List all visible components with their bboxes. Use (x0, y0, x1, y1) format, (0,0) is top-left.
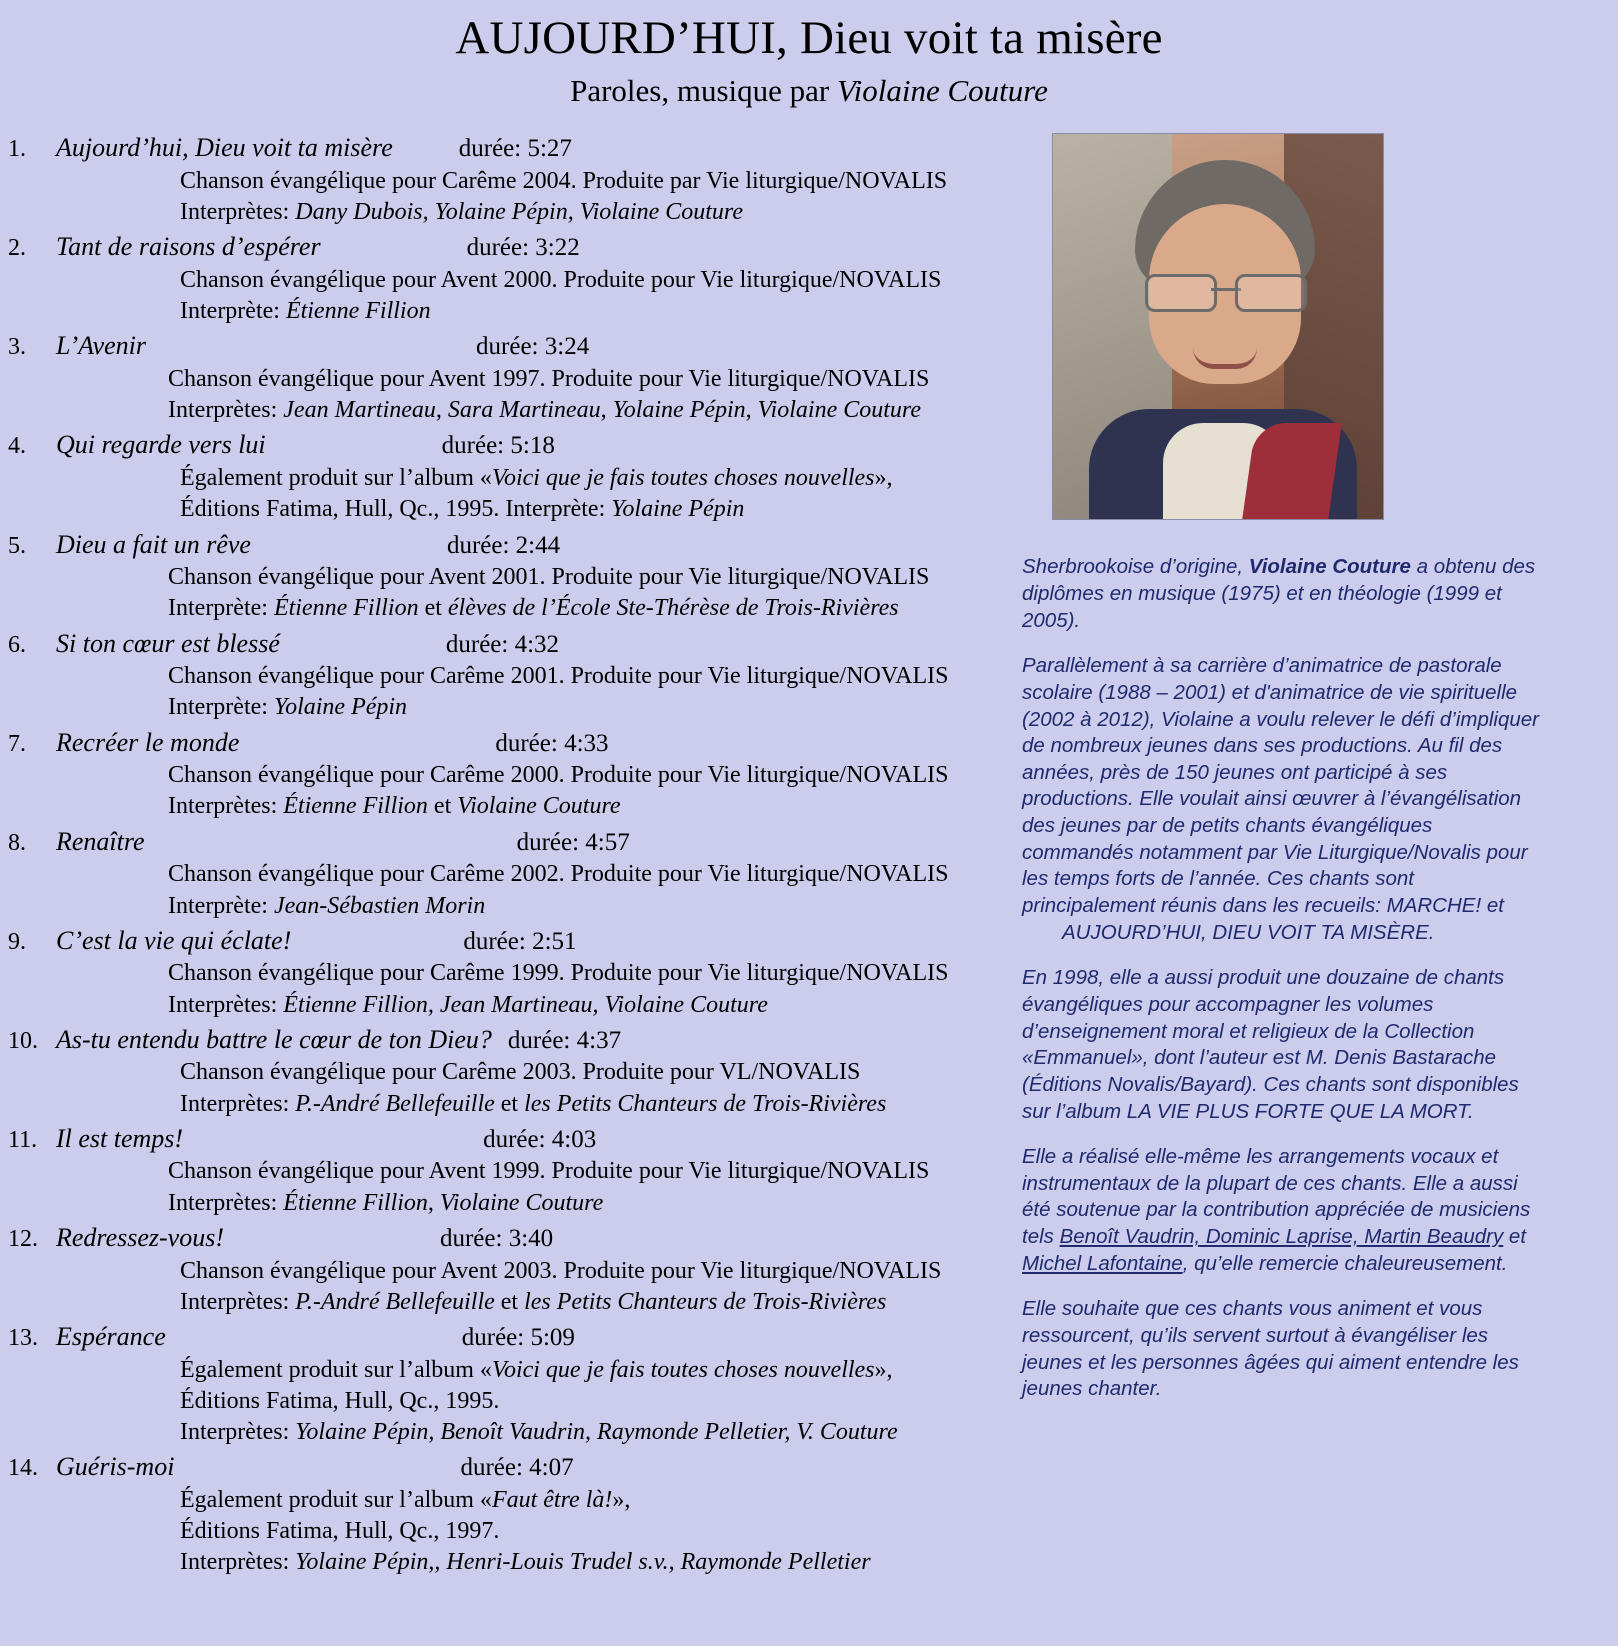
track-detail-line: Éditions Fatima, Hull, Qc., 1995. (180, 1387, 500, 1414)
track-item (8, 726, 1010, 823)
conjunction: et (427, 793, 458, 820)
track-detail-line (180, 1287, 1010, 1318)
track-title: Qui regarde vers lui (56, 430, 266, 460)
page-title: AUJOURD’HUI, Dieu voit ta misère (455, 12, 1163, 64)
track-heading (8, 230, 1010, 265)
track-number: 12. (8, 1225, 38, 1252)
track-heading (8, 1122, 1010, 1157)
track-heading (8, 1221, 1010, 1256)
track-title: L’Avenir (56, 331, 147, 361)
track-details (8, 1485, 1010, 1579)
glasses-icon (1145, 274, 1307, 308)
album-label: Également produit sur l’album « (180, 1356, 492, 1383)
track-duration: durée: 4:33 (495, 729, 609, 757)
track-details (8, 364, 1010, 426)
track-duration: durée: 5:09 (461, 1323, 575, 1351)
track-number: 1. (8, 136, 26, 163)
bio-collection-title: AUJOURD’HUI, DIEU VOIT TA MISÈRE. (1062, 920, 1435, 944)
bio-paragraph-2 (1022, 653, 1542, 946)
track-heading (8, 825, 1010, 860)
track-detail-line: Chanson évangélique pour Avent 2003. Produite pour Vie liturgique/NOVALIS (180, 1257, 942, 1284)
interpreters-names: Dany Dubois, Yolaine Pépin, Violaine Couture (295, 199, 744, 226)
track-number: 4. (8, 433, 26, 460)
track-heading (8, 1023, 1010, 1058)
interpreters-names: Yolaine Pépin (273, 694, 408, 721)
interpreters-names-secondary: les Petits Chanteurs de Trois-Rivières (524, 1288, 887, 1315)
track-number: 3. (8, 334, 26, 361)
conjunction: et (494, 1288, 525, 1315)
interpreters-names-secondary: les Petits Chanteurs de Trois-Rivières (524, 1090, 887, 1117)
track-detail-line: Chanson évangélique pour Avent 1999. Produite pour Vie liturgique/NOVALIS (168, 1158, 930, 1185)
interpreters-names: Étienne Fillion, Violaine Couture (283, 1189, 604, 1216)
interpreters-label: Interprètes: (168, 793, 284, 820)
bio-paragraph-4 (1022, 1144, 1542, 1277)
conjunction: et (494, 1090, 525, 1117)
track-detail-line: Chanson évangélique pour Carême 1999. Produite pour Vie liturgique/NOVALIS (168, 960, 949, 987)
interpreters-label: Interprètes: (180, 199, 296, 226)
track-number: 10. (8, 1027, 38, 1054)
track-detail-line: Chanson évangélique pour Avent 2001. Produite pour Vie liturgique/NOVALIS (168, 564, 930, 591)
interpreters-names-secondary: élèves de l’École Ste-Thérèse de Trois-Rivières (447, 595, 899, 622)
track-heading (8, 428, 1010, 463)
track-detail-line (168, 692, 1010, 723)
track-item (8, 1450, 1010, 1578)
track-detail-line (180, 1417, 1010, 1448)
track-item (8, 528, 1010, 625)
track-details (8, 760, 1010, 822)
track-title: Guéris-moi (56, 1452, 175, 1482)
bio-text: a obtenu des diplômes en musique (1975) et en théologie (1999 et 2005). (1022, 555, 1536, 632)
track-duration: durée: 3:24 (476, 333, 590, 361)
subtitle-prefix: Paroles, musique par (570, 73, 837, 109)
interpreters-names: Jean Martineau, Sara Martineau, Yolaine Pépin, Violaine Couture (283, 397, 921, 424)
interpreters-names-secondary: Violaine Couture (457, 793, 621, 820)
track-number: 6. (8, 631, 26, 658)
track-number: 9. (8, 928, 26, 955)
track-title: Il est temps! (56, 1123, 184, 1153)
track-duration: durée: 2:51 (463, 927, 577, 955)
interpreters-names: Étienne Fillion (285, 298, 431, 325)
bio-paragraph-3: En 1998, elle a aussi produit une douzaine de chants évangéliques pour accompagner les volumes d’enseignement moral et religieux de la Collection «Emmanuel», dont l’auteur est M. Denis Bastarache (Éditions Novalis/Bayard). Ces chants sont disponibles sur l’album LA VIE PLUS FORTE QUE LA MORT. (1022, 966, 1519, 1123)
track-duration: durée: 5:27 (458, 135, 572, 163)
page-subtitle (0, 73, 1618, 109)
track-details (8, 1355, 1010, 1449)
interpreters-names: Étienne Fillion (273, 595, 419, 622)
interpreters-names: P.-André Bellefeuille (295, 1288, 495, 1315)
track-item (8, 1122, 1010, 1219)
track-details (8, 1256, 1010, 1318)
track-detail-line: Chanson évangélique pour Carême 2000. Produite pour Vie liturgique/NOVALIS (168, 762, 949, 789)
track-heading (8, 131, 1010, 166)
bio-musicians-1: Benoît Vaudrin, Dominic Laprise, Martin Beaudry (1059, 1225, 1504, 1249)
bio-musicians-2: Michel Lafontaine (1022, 1251, 1183, 1275)
bio-artist-name: Violaine Couture (1248, 555, 1411, 579)
interpreters-label: Interprète: (180, 298, 286, 325)
interpreters-names: P.-André Bellefeuille (295, 1090, 495, 1117)
track-duration: durée: 3:22 (466, 234, 580, 262)
track-detail-line (168, 395, 1010, 426)
track-title: Espérance (56, 1321, 166, 1351)
track-detail-line (180, 463, 1010, 494)
track-item (8, 1221, 1010, 1318)
artist-panel (1010, 131, 1618, 1422)
conjunction: et (1503, 1225, 1527, 1249)
track-details (8, 166, 1010, 228)
interpreters-label: Interprètes: (168, 991, 284, 1018)
bio-paragraph-5: Elle souhaite que ces chants vous animent et vous ressourcent, qu’ils servent surtout à évangéliser les jeunes et les personnes âgées qui aiment entendre les jeunes chanter. (1022, 1297, 1519, 1401)
track-detail-line: Chanson évangélique pour Carême 2004. Produite par Vie liturgique/NOVALIS (180, 168, 948, 195)
track-detail-line (180, 1355, 1010, 1386)
bio-text: , qu’elle remercie chaleureusement. (1182, 1251, 1508, 1275)
track-detail-line (180, 1485, 1010, 1516)
track-details (8, 958, 1010, 1020)
track-title: Recréer le monde (56, 727, 240, 757)
track-item (8, 230, 1010, 327)
track-heading (8, 924, 1010, 959)
album-suffix: », (874, 465, 893, 492)
interpreters-label: Interprètes: (168, 1189, 284, 1216)
interpreters-names: Étienne Fillion, Jean Martineau, Violaine Couture (283, 991, 768, 1018)
track-number: 5. (8, 532, 26, 559)
track-item (8, 1023, 1010, 1120)
track-title: Dieu a fait un rêve (56, 529, 251, 559)
track-detail-line (180, 494, 1010, 525)
bio-text: Parallèlement à sa carrière d’animatrice de pastorale scolaire (1988 – 2001) et d'animatrice de vie spirituelle (2002 à 2012), Violaine a voulu relever le défi d’impliquer de nombreux jeunes dans ses productions. Au fil des années, près de 150 jeunes ont participé à ses productions. Elle voulait ainsi œuvrer à l’évangélisation des jeunes par de petits chants évangéliques commandés notamment par Vie Liturgique/Novalis pour les temps forts de l’année. Ces chants sont principalement réunis dans les recueils: MARCHE! et (1022, 654, 1539, 918)
interpreters-label: Interprète: (168, 595, 274, 622)
track-title: Si ton cœur est blessé (56, 628, 280, 658)
interpreters-names: Étienne Fillion (283, 793, 428, 820)
track-number: 2. (8, 235, 26, 262)
interpreters-label: Interprètes: (180, 1288, 296, 1315)
artist-biography (1022, 554, 1542, 1403)
track-detail-line (180, 296, 1010, 327)
author-name: Violaine Couture (836, 73, 1048, 109)
document-body (0, 131, 1618, 1580)
tracklist (0, 131, 1010, 1580)
track-title: Tant de raisons d’espérer (56, 232, 321, 262)
track-detail-line: Chanson évangélique pour Carême 2002. Produite pour Vie liturgique/NOVALIS (168, 861, 949, 888)
album-title: Faut être là! (491, 1486, 613, 1513)
album-title: Voici que je fais toutes choses nouvelles (491, 465, 875, 492)
track-details (8, 1156, 1010, 1218)
track-detail-line (168, 1188, 1010, 1219)
track-number: 13. (8, 1324, 38, 1351)
track-heading (8, 1320, 1010, 1355)
track-details (8, 859, 1010, 921)
bio-text: Sherbrookoise d’origine, (1022, 555, 1249, 579)
track-details (8, 265, 1010, 327)
track-duration: durée: 4:37 (507, 1026, 622, 1054)
interpreters-label: Interprètes: (180, 1418, 296, 1445)
track-detail-line (168, 990, 1010, 1021)
bio-text: Elle a réalisé elle-même les arrangements vocaux et instrumentaux de la plupart de ces chants. Elle a aussi été soutenue par la contribution appréciée de musiciens tels (1022, 1145, 1531, 1249)
bio-paragraph-1 (1022, 554, 1542, 634)
track-duration: durée: 4:57 (516, 828, 630, 856)
track-duration: durée: 4:03 (483, 1125, 597, 1153)
track-item (8, 428, 1010, 525)
track-duration: durée: 4:07 (460, 1454, 574, 1482)
interpreters-names: Yolaine Pépin (611, 496, 745, 523)
track-item (8, 627, 1010, 724)
track-heading (8, 726, 1010, 761)
track-title: Renaître (56, 826, 145, 856)
interpreters-label: Interprète: (168, 694, 274, 721)
track-heading (8, 329, 1010, 364)
interpreters-label: Interprètes: (168, 397, 284, 424)
track-heading (8, 627, 1010, 662)
interpreters-label: Interprètes: (180, 1549, 296, 1576)
artist-photo (1052, 133, 1384, 520)
track-heading (8, 1450, 1010, 1485)
track-title: As-tu entendu battre le cœur de ton Dieu? (56, 1024, 492, 1054)
track-number: 8. (8, 829, 26, 856)
track-duration: durée: 3:40 (439, 1224, 554, 1252)
track-detail-line: Chanson évangélique pour Avent 2000. Produite pour Vie liturgique/NOVALIS (180, 267, 942, 294)
album-label: Également produit sur l’album « (180, 465, 492, 492)
track-title: Aujourd’hui, Dieu voit ta misère (56, 133, 393, 163)
track-detail-line (168, 791, 1010, 822)
interpreters-names: Jean-Sébastien Morin (273, 892, 486, 919)
track-item (8, 1320, 1010, 1448)
track-detail-line: Chanson évangélique pour Avent 1997. Produite pour Vie liturgique/NOVALIS (168, 366, 930, 393)
conjunction: et (418, 595, 448, 622)
track-item (8, 329, 1010, 426)
album-suffix: », (612, 1486, 631, 1513)
track-detail-line (168, 593, 1010, 624)
track-item (8, 924, 1010, 1021)
track-duration: durée: 5:18 (441, 432, 555, 460)
interpreters-names: Yolaine Pépin,, Henri-Louis Trudel s.v., Raymonde Pelletier (295, 1549, 871, 1576)
track-heading (8, 528, 1010, 563)
track-title: C’est la vie qui éclate! (56, 925, 292, 955)
track-detail-line: Chanson évangélique pour Carême 2003. Produite pour VL/NOVALIS (180, 1059, 861, 1086)
track-detail-line (180, 1547, 1010, 1578)
track-duration: durée: 2:44 (446, 531, 561, 559)
track-detail-line: Chanson évangélique pour Carême 2001. Produite pour Vie liturgique/NOVALIS (168, 663, 949, 690)
track-item (8, 825, 1010, 922)
track-details (8, 463, 1010, 525)
track-number: 14. (8, 1455, 38, 1482)
track-number: 7. (8, 730, 26, 757)
interpreters-label: Interprète: (168, 892, 274, 919)
track-number: 11. (8, 1126, 38, 1153)
editions-label: Éditions Fatima, Hull, Qc., 1995. Interprète: (180, 496, 612, 523)
track-duration: durée: 4:32 (445, 630, 560, 658)
track-detail-line (168, 891, 1010, 922)
album-suffix: », (874, 1356, 893, 1383)
track-details (8, 661, 1010, 723)
interpreters-label: Interprètes: (180, 1090, 296, 1117)
track-item (8, 131, 1010, 228)
track-details (8, 562, 1010, 624)
album-title: Voici que je fais toutes choses nouvelles (491, 1356, 875, 1383)
track-detail-line (180, 1089, 1010, 1120)
track-detail-line: Éditions Fatima, Hull, Qc., 1997. (180, 1518, 500, 1544)
track-title: Redressez-vous! (56, 1222, 224, 1252)
album-label: Également produit sur l’album « (180, 1486, 492, 1513)
interpreters-names: Yolaine Pépin, Benoît Vaudrin, Raymonde Pelletier, V. Couture (295, 1418, 898, 1445)
track-details (8, 1057, 1010, 1119)
track-detail-line (180, 197, 1010, 228)
